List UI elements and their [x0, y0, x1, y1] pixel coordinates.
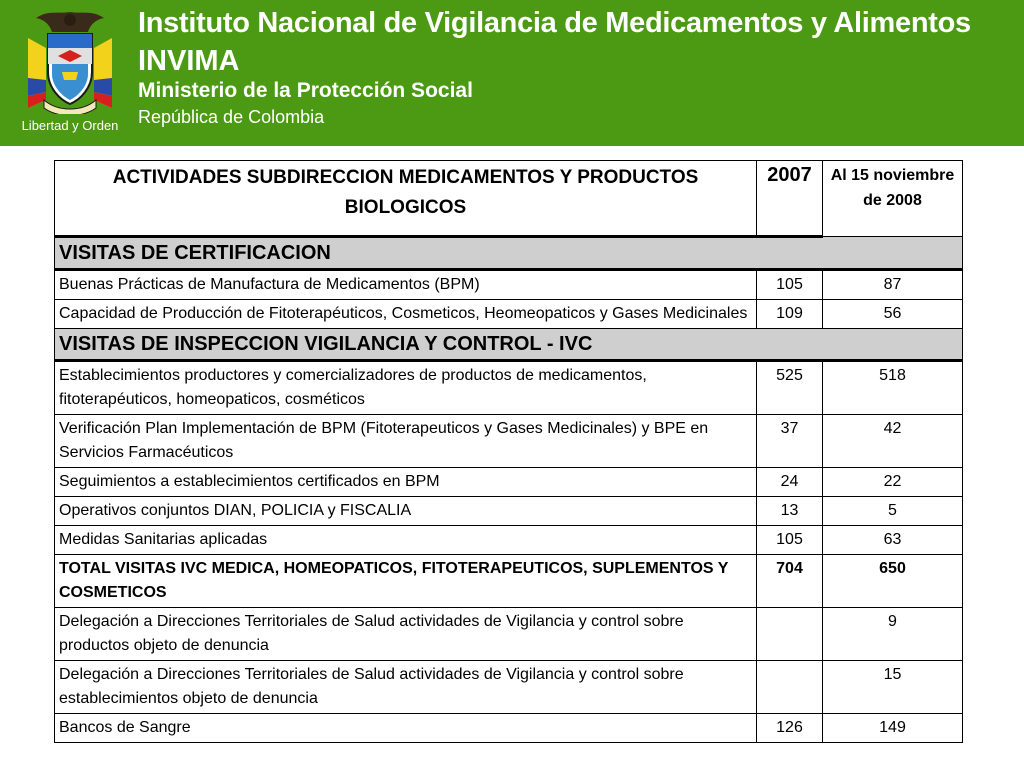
row-value-2007: 109 [757, 300, 823, 329]
ministry-name: Ministerio de la Protección Social [138, 79, 473, 102]
table-row [55, 608, 963, 661]
table-row [55, 300, 963, 329]
row-value-2007 [757, 661, 823, 714]
table-row [55, 415, 963, 468]
row-value-2007: 24 [757, 468, 823, 497]
row-value-2007: 525 [757, 361, 823, 415]
row-value-2007: 13 [757, 497, 823, 526]
table-row [55, 526, 963, 555]
table-row [55, 361, 963, 415]
row-label: Operativos conjuntos DIAN, POLICIA y FISCALIA [55, 497, 757, 526]
column-header-2008: Al 15 noviembre de 2008 [823, 161, 963, 237]
row-value-2008: 42 [823, 415, 963, 468]
header-banner [0, 0, 1024, 146]
row-label: Delegación a Direcciones Territoriales de Salud actividades de Vigilancia y control sobre establecimientos objeto de denuncia [55, 661, 757, 714]
row-value-2007 [757, 608, 823, 661]
table-header-row [55, 161, 963, 237]
table-row [55, 714, 963, 743]
row-value-2008: 56 [823, 300, 963, 329]
row-label: Medidas Sanitarias aplicadas [55, 526, 757, 555]
row-label: Seguimientos a establecimientos certificados en BPM [55, 468, 757, 497]
row-value-2008: 15 [823, 661, 963, 714]
row-value-2008: 22 [823, 468, 963, 497]
table-row [55, 661, 963, 714]
table-row-total [55, 555, 963, 608]
row-label: Bancos de Sangre [55, 714, 757, 743]
coat-of-arms-logo [18, 8, 122, 136]
row-value-2007: 704 [757, 555, 823, 608]
activities-table [54, 160, 963, 743]
row-value-2008: 63 [823, 526, 963, 555]
row-value-2008: 518 [823, 361, 963, 415]
page-subtitle: INVIMA [138, 45, 240, 77]
row-value-2008: 149 [823, 714, 963, 743]
country-name: República de Colombia [138, 107, 325, 127]
section-header-certification [55, 237, 963, 270]
table-row [55, 497, 963, 526]
row-label: Verificación Plan Implementación de BPM (Fitoterapeuticos y Gases Medicinales) y BPE en Servicios Farmacéuticos [55, 415, 757, 468]
row-value-2008: 5 [823, 497, 963, 526]
table-row [55, 468, 963, 497]
section-title: VISITAS DE CERTIFICACION [55, 237, 963, 270]
row-value-2007: 37 [757, 415, 823, 468]
crest-caption: Libertad y Orden [21, 118, 119, 133]
row-value-2007: 105 [757, 526, 823, 555]
row-label: Buenas Prácticas de Manufactura de Medicamentos (BPM) [55, 270, 757, 300]
row-label: Capacidad de Producción de Fitoterapéuticos, Cosmeticos, Heomeopaticos y Gases Medicinales [55, 300, 757, 329]
row-value-2007: 105 [757, 270, 823, 300]
row-value-2007: 126 [757, 714, 823, 743]
section-header-ivc [55, 329, 963, 361]
section-title: VISITAS DE INSPECCION VIGILANCIA Y CONTROL - IVC [55, 329, 963, 361]
table-row [55, 270, 963, 300]
table-title: ACTIVIDADES SUBDIRECCION MEDICAMENTOS Y PRODUCTOS BIOLOGICOS [55, 161, 757, 237]
column-header-2007: 2007 [757, 161, 823, 237]
row-value-2008: 650 [823, 555, 963, 608]
row-value-2008: 9 [823, 608, 963, 661]
coat-of-arms-icon [18, 8, 122, 114]
row-label: Establecimientos productores y comercializadores de productos de medicamentos, fitoterapéuticos, homeopaticos, cosméticos [55, 361, 757, 415]
row-label: TOTAL VISITAS IVC MEDICA, HOMEOPATICOS, FITOTERAPEUTICOS, SUPLEMENTOS Y COSMETICOS [55, 555, 757, 608]
page-title: Instituto Nacional de Vigilancia de Medicamentos y Alimentos [138, 7, 971, 39]
row-label: Delegación a Direcciones Territoriales de Salud actividades de Vigilancia y control sobre productos objeto de denuncia [55, 608, 757, 661]
row-value-2008: 87 [823, 270, 963, 300]
